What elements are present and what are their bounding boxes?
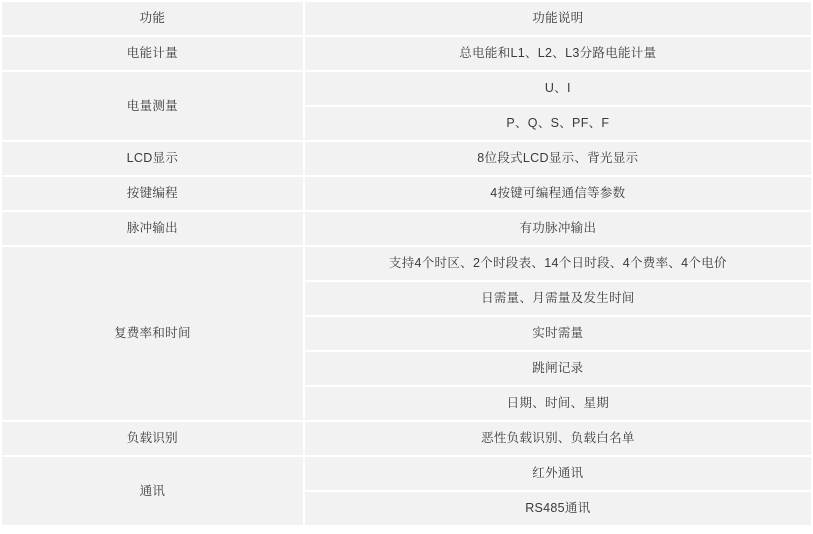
- description-label: 总电能和L1、L2、L3分路电能计量: [459, 46, 657, 61]
- description-label: 有功脉冲输出: [519, 221, 597, 236]
- description-cell: [305, 72, 811, 105]
- feature-cell: [2, 457, 303, 525]
- description-label: 恶性负载识别、负载白名单: [481, 431, 635, 446]
- table-row: [2, 177, 811, 210]
- description-label: 日需量、月需量及发生时间: [481, 291, 635, 306]
- description-label: 8位段式LCD显示、背光显示: [477, 151, 639, 166]
- table-row: [2, 142, 811, 175]
- feature-cell: [2, 72, 303, 140]
- description-label: U、I: [544, 81, 571, 96]
- description-cell: [305, 457, 811, 490]
- feature-cell: [2, 142, 303, 175]
- description-label: 跳闸记录: [532, 361, 584, 376]
- description-cell: [305, 317, 811, 350]
- table-row: [2, 422, 811, 455]
- feature-label: 通讯: [139, 483, 166, 498]
- feature-label: 按键编程: [126, 186, 178, 201]
- feature-cell: [2, 422, 303, 455]
- feature-label: 复费率和时间: [113, 326, 191, 341]
- column-header-description-label: 功能说明: [532, 11, 584, 26]
- feature-label: 电能计量: [126, 46, 178, 61]
- feature-label: 电量测量: [126, 98, 178, 113]
- feature-label: 负载识别: [126, 431, 178, 446]
- description-cell: [305, 37, 811, 70]
- description-label: 4按键可编程通信等参数: [490, 186, 626, 201]
- description-label: 实时需量: [532, 326, 584, 341]
- description-cell: [305, 212, 811, 245]
- description-cell: [305, 142, 811, 175]
- table-header-row: [2, 2, 811, 35]
- table-row: [2, 37, 811, 70]
- table-body: [2, 2, 811, 525]
- description-cell: [305, 177, 811, 210]
- feature-label: 脉冲输出: [126, 221, 178, 236]
- column-header-feature: [2, 2, 303, 35]
- feature-label: LCD显示: [126, 151, 179, 166]
- feature-cell: [2, 37, 303, 70]
- column-header-description: [305, 2, 811, 35]
- feature-cell: [2, 212, 303, 245]
- description-label: 红外通讯: [532, 466, 584, 481]
- description-cell: [305, 282, 811, 315]
- table-row: [2, 72, 811, 105]
- description-cell: [305, 387, 811, 420]
- feature-cell: [2, 177, 303, 210]
- description-label: RS485通讯: [525, 501, 591, 516]
- feature-cell: [2, 247, 303, 420]
- table-row: [2, 247, 811, 280]
- description-label: 日期、时间、星期: [506, 396, 610, 411]
- table-row: [2, 457, 811, 490]
- description-label: 支持4个时区、2个时段表、14个日时段、4个费率、4个电价: [388, 256, 727, 271]
- description-cell: [305, 492, 811, 525]
- description-cell: [305, 247, 811, 280]
- description-cell: [305, 422, 811, 455]
- table-row: [2, 212, 811, 245]
- column-header-feature-label: 功能: [139, 11, 166, 26]
- description-label: P、Q、S、PF、F: [506, 116, 610, 131]
- description-cell: [305, 107, 811, 140]
- description-cell: [305, 352, 811, 385]
